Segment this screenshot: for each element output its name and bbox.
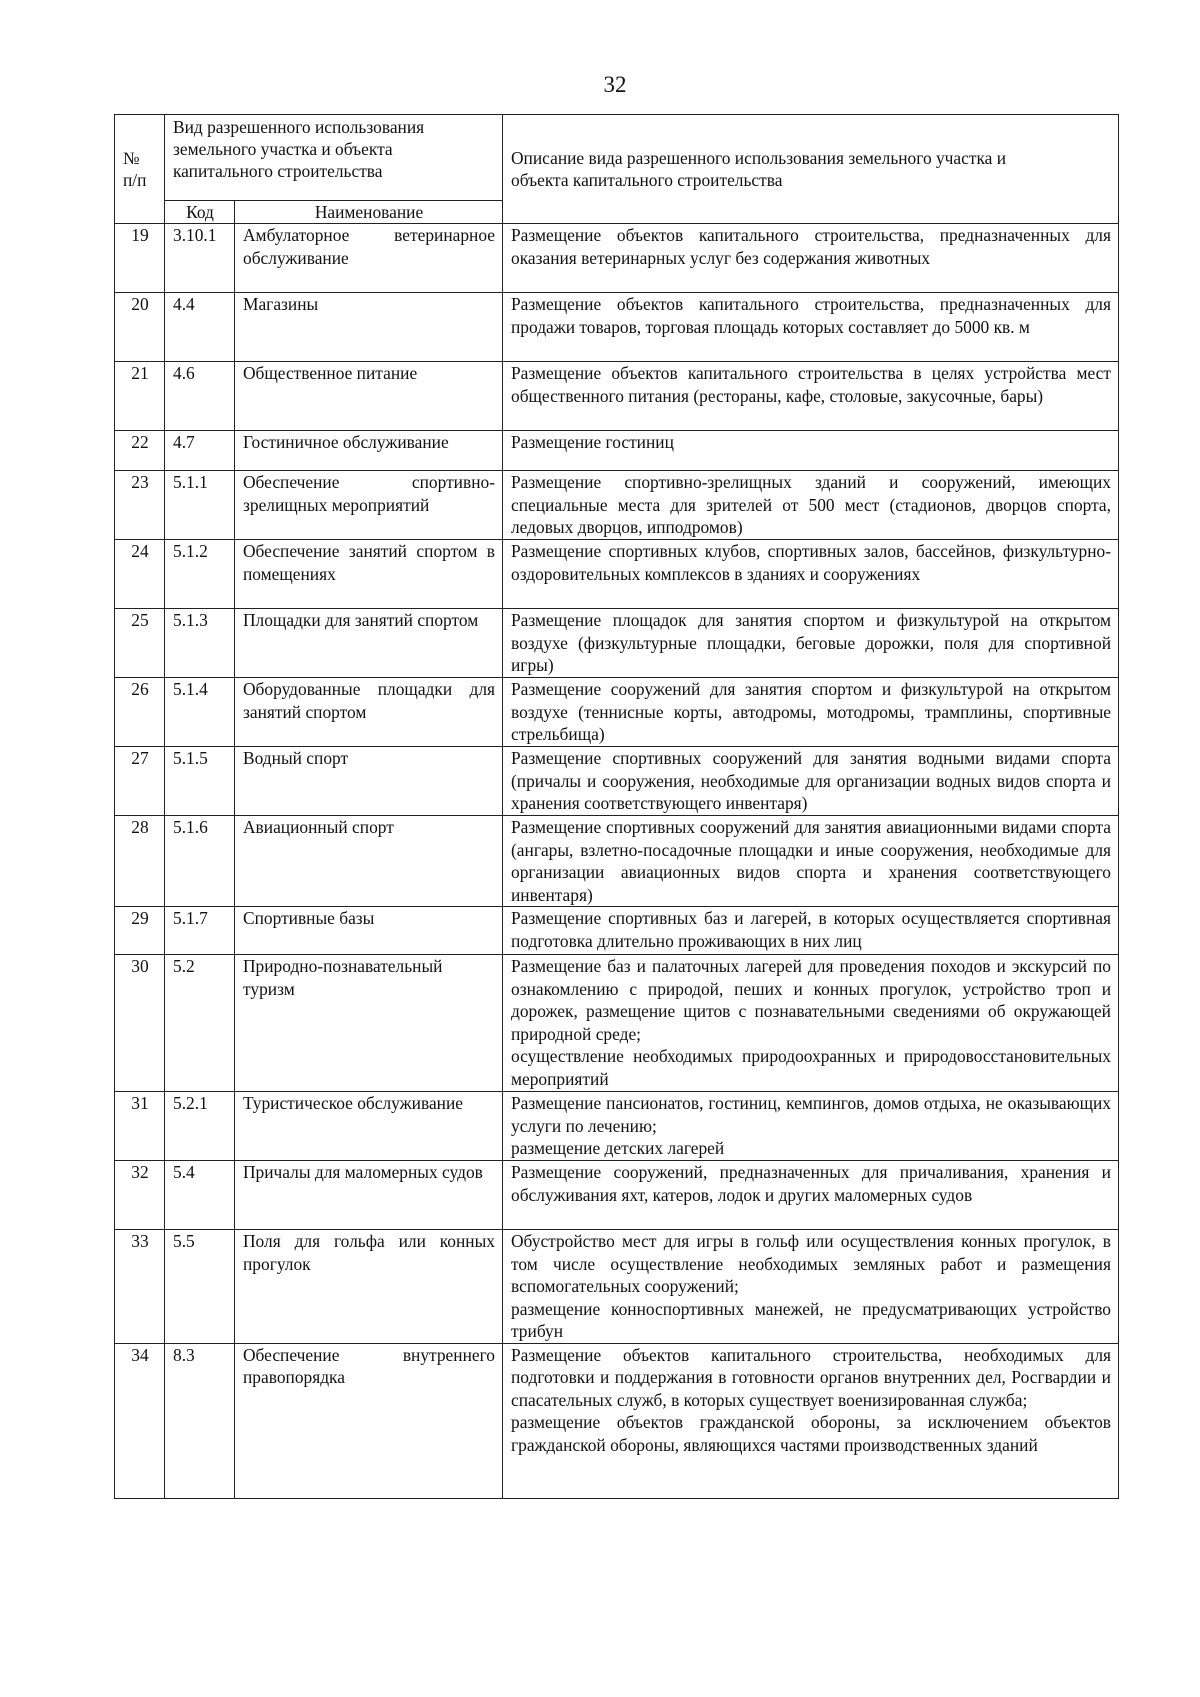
use-description xyxy=(503,1343,1119,1498)
description-paragraph: Размещение спортивных сооружений для занятия водными видами спорта (причалы и сооружения, необходимые для организации водных видов спорта и хранения соответствующего инвентаря) xyxy=(511,748,1111,813)
table-row xyxy=(115,1343,1119,1498)
table-row xyxy=(115,540,1119,609)
use-code: 5.1.5 xyxy=(165,747,235,816)
use-code: 3.10.1 xyxy=(165,224,235,293)
use-description xyxy=(503,224,1119,293)
header-number-symbol: № xyxy=(123,148,140,168)
description-paragraph: Размещение объектов капитального строительства, необходимых для подготовки и поддержания в готовности органов внутренних дел, Росгвардии и спасательных служб, в которых существует военизированная служба; xyxy=(511,1344,1111,1410)
row-number: 27 xyxy=(115,747,165,816)
header-use-kind xyxy=(165,115,503,201)
page-number: 32 xyxy=(603,72,627,97)
description-paragraph: Размещение гостиниц xyxy=(511,432,674,452)
header-use-kind-line-2: земельного участка и объекта xyxy=(173,139,393,159)
table-row xyxy=(115,609,1119,678)
description-paragraph: размещение объектов гражданской обороны, за исключением объектов гражданской обороны, являющихся частями производственных зданий xyxy=(511,1412,1111,1455)
use-code: 5.1.3 xyxy=(165,609,235,678)
use-code: 4.4 xyxy=(165,293,235,362)
description-paragraph: Размещение площадок для занятия спортом и физкультурой на открытом воздухе (физкультурные площадки, беговые дорожки, поля для спортивной игры) xyxy=(511,610,1111,675)
description-paragraph: Размещение спортивно-зрелищных зданий и сооружений, имеющих специальные места для зрителей от 500 мест (стадионов, дворцов спорта, ледовых дворцов, ипподромов) xyxy=(511,472,1111,537)
use-name: Магазины xyxy=(235,293,503,362)
use-code: 5.1.4 xyxy=(165,678,235,747)
use-description xyxy=(503,362,1119,431)
row-number: 33 xyxy=(115,1230,165,1344)
description-paragraph: Размещение сооружений для занятия спортом и физкультурой на открытом воздухе (теннисные корты, автодромы, мотодромы, трамплины, спортивные стрельбища) xyxy=(511,679,1111,744)
use-name: Авиационный спорт xyxy=(235,816,503,907)
use-name: Спортивные базы xyxy=(235,907,503,955)
table-row xyxy=(115,471,1119,540)
table-header xyxy=(115,115,1119,224)
row-number: 24 xyxy=(115,540,165,609)
description-paragraph: размещение детских лагерей xyxy=(511,1138,725,1158)
row-number: 25 xyxy=(115,609,165,678)
use-name: Причалы для маломерных судов xyxy=(235,1161,503,1230)
row-number: 23 xyxy=(115,471,165,540)
use-name: Поля для гольфа или конных прогулок xyxy=(235,1230,503,1344)
use-code: 5.1.6 xyxy=(165,816,235,907)
use-name: Оборудованные площадки для занятий спортом xyxy=(235,678,503,747)
header-description-line-1: Описание вида разрешенного использования земельного участка и xyxy=(511,148,1007,168)
description-paragraph: Размещение объектов капитального строительства, предназначенных для продажи товаров, торговая площадь которых составляет до 5000 кв. м xyxy=(511,294,1111,337)
use-description xyxy=(503,816,1119,907)
description-paragraph: Размещение баз и палаточных лагерей для проведения походов и экскурсий по ознакомлению с природой, пеших и конных прогулок, устройство троп и дорожек, размещение щитов с познавательными сведениями об окружающей природной среде; xyxy=(511,956,1111,1044)
table-row xyxy=(115,955,1119,1092)
use-code: 5.2 xyxy=(165,955,235,1092)
header-number xyxy=(115,115,165,224)
table-row xyxy=(115,1161,1119,1230)
table-row xyxy=(115,678,1119,747)
use-description xyxy=(503,1230,1119,1344)
row-number: 28 xyxy=(115,816,165,907)
table-row xyxy=(115,431,1119,471)
use-name: Водный спорт xyxy=(235,747,503,816)
use-description xyxy=(503,540,1119,609)
use-name: Амбулаторное ветеринарное обслуживание xyxy=(235,224,503,293)
description-paragraph: Размещение сооружений, предназначенных для причаливания, хранения и обслуживания яхт, катеров, лодок и других маломерных судов xyxy=(511,1162,1111,1205)
use-description xyxy=(503,955,1119,1092)
use-code: 5.1.2 xyxy=(165,540,235,609)
description-paragraph: Размещение спортивных клубов, спортивных залов, бассейнов, физкультурно-оздоровительных комплексов в зданиях и сооружениях xyxy=(511,541,1111,584)
row-number: 20 xyxy=(115,293,165,362)
row-number: 22 xyxy=(115,431,165,471)
description-paragraph: Размещение пансионатов, гостиниц, кемпингов, домов отдыха, не оказывающих услуги по лечению; xyxy=(511,1093,1111,1136)
header-name: Наименование xyxy=(235,201,503,224)
header-description xyxy=(503,115,1119,224)
use-description xyxy=(503,1161,1119,1230)
use-code: 5.1.1 xyxy=(165,471,235,540)
description-paragraph: размещение конноспортивных манежей, не предусматривающих устройство трибун xyxy=(511,1298,1111,1341)
table-row xyxy=(115,362,1119,431)
use-code: 4.7 xyxy=(165,431,235,471)
header-use-kind-line-3: капитального строительства xyxy=(173,161,383,181)
row-number: 30 xyxy=(115,955,165,1092)
row-number: 32 xyxy=(115,1161,165,1230)
use-code: 5.1.7 xyxy=(165,907,235,955)
use-code: 5.5 xyxy=(165,1230,235,1344)
use-name: Обеспечение занятий спортом в помещениях xyxy=(235,540,503,609)
use-description xyxy=(503,907,1119,955)
row-number: 31 xyxy=(115,1092,165,1161)
use-name: Туристическое обслуживание xyxy=(235,1092,503,1161)
permitted-use-table xyxy=(114,114,1119,1499)
use-description xyxy=(503,431,1119,471)
table-row xyxy=(115,1092,1119,1161)
table-row xyxy=(115,1230,1119,1344)
use-name: Площадки для занятий спортом xyxy=(235,609,503,678)
table-row xyxy=(115,747,1119,816)
table-row xyxy=(115,293,1119,362)
header-number-abbr: п/п xyxy=(123,170,147,190)
use-name: Гостиничное обслуживание xyxy=(235,431,503,471)
use-description xyxy=(503,678,1119,747)
table-row xyxy=(115,907,1119,955)
description-paragraph: Размещение объектов капитального строительства в целях устройства мест общественного питания (рестораны, кафе, столовые, закусочные, бары) xyxy=(511,363,1111,406)
row-number: 21 xyxy=(115,362,165,431)
header-description-line-2: объекта капитального строительства xyxy=(511,170,783,190)
use-name: Общественное питание xyxy=(235,362,503,431)
table-row xyxy=(115,816,1119,907)
description-paragraph: Размещение спортивных сооружений для занятия авиационными видами спорта (ангары, взлетно-посадочные площадки и иные сооружения, необходимые для организации авиационных видов спорта и хранения соответствующего инвентаря) xyxy=(511,817,1111,905)
use-name: Обеспечение спортивно-зрелищных мероприятий xyxy=(235,471,503,540)
table-body xyxy=(115,224,1119,1499)
use-name: Природно-познавательный туризм xyxy=(235,955,503,1092)
use-code: 5.4 xyxy=(165,1161,235,1230)
description-paragraph: осуществление необходимых природоохранных и природовосстановительных мероприятий xyxy=(511,1046,1111,1089)
row-number: 29 xyxy=(115,907,165,955)
description-paragraph: Размещение объектов капитального строительства, предназначенных для оказания ветеринарных услуг без содержания животных xyxy=(511,225,1111,268)
row-number: 19 xyxy=(115,224,165,293)
use-description xyxy=(503,471,1119,540)
row-number: 26 xyxy=(115,678,165,747)
use-description xyxy=(503,293,1119,362)
use-description xyxy=(503,1092,1119,1161)
use-description xyxy=(503,747,1119,816)
use-code: 4.6 xyxy=(165,362,235,431)
description-paragraph: Обустройство мест для игры в гольф или осуществления конных прогулок, в том числе осуществление необходимых земляных работ и размещения вспомогательных сооружений; xyxy=(511,1231,1111,1296)
header-use-kind-line-1: Вид разрешенного использования xyxy=(173,117,425,137)
table-row xyxy=(115,224,1119,293)
header-code: Код xyxy=(165,201,235,224)
use-name: Обеспечение внутреннего правопорядка xyxy=(235,1343,503,1498)
use-code: 8.3 xyxy=(165,1343,235,1498)
use-description xyxy=(503,609,1119,678)
description-paragraph: Размещение спортивных баз и лагерей, в которых осуществляется спортивная подготовка длительно проживающих в них лиц xyxy=(511,908,1111,951)
row-number: 34 xyxy=(115,1343,165,1498)
use-code: 5.2.1 xyxy=(165,1092,235,1161)
